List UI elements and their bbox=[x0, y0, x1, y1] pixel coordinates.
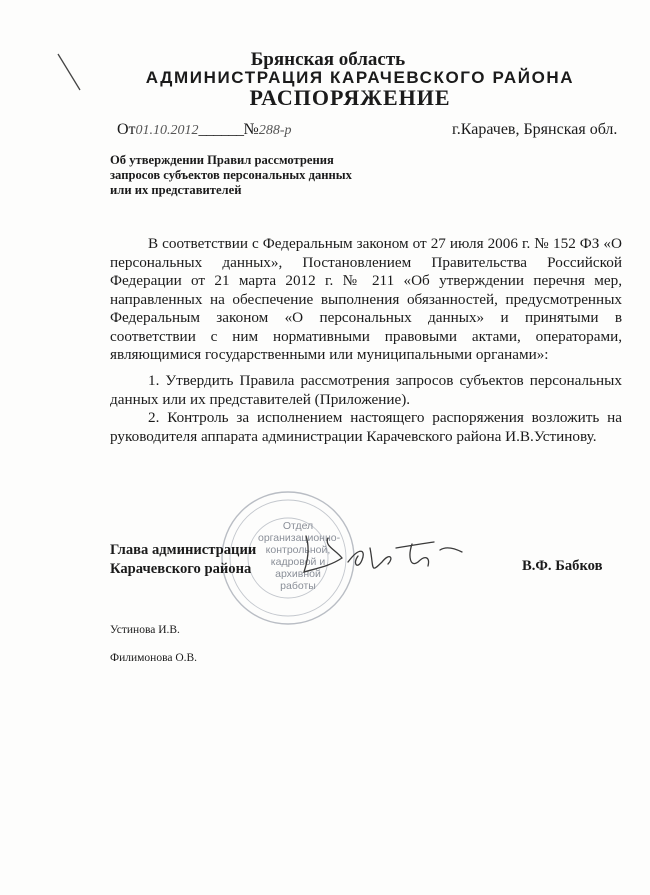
preamble-paragraph: В соответствии с Федеральным законом от 27 июля 2006 г. № 152 ФЗ «О персональных данных», Постановлением Правительства Российской Федерации от 21 марта 2012 г. № 211 «Об утверждении перечня мер, направленных на обеспечение выполнения обязанностей, предусмотренных Федеральным законом «О персональных данных» и принятыми в соответствии с ним нормативными правовыми актами, операторами, являющимися государственными или муниципальными органами»: bbox=[110, 235, 622, 363]
executor-2: Филимонова О.В. bbox=[110, 652, 198, 664]
from-label: От bbox=[117, 121, 136, 138]
handwritten-date: 01.10.2012 bbox=[135, 123, 199, 138]
margin-pen-mark bbox=[50, 48, 90, 98]
stamp-line: кадровой и bbox=[270, 556, 326, 568]
stamp-line: контрольной, bbox=[265, 544, 331, 556]
region-name: Брянская область bbox=[250, 49, 406, 70]
handwritten-number: 288-р bbox=[258, 123, 292, 138]
order-item-2: 2. Контроль за исполнением настоящего распоряжения возложить на руководителя аппарата администрации Карачевского района И.В.Устинову. bbox=[110, 409, 622, 445]
document-type: РАСПОРЯЖЕНИЕ bbox=[249, 85, 451, 110]
order-item-1: 1. Утвердить Правила рассмотрения запросов субъектов персональных данных или их представителей (Приложение). bbox=[110, 372, 622, 408]
date-number-line: От01.10.2012______№288-р bbox=[117, 121, 292, 138]
signatory-title-line: Карачевского района bbox=[110, 561, 252, 577]
signatory-name: В.Ф. Бабков bbox=[522, 558, 603, 574]
subject-line: Об утверждении Правил рассмотрения bbox=[110, 153, 334, 167]
stamp-line: организационно- bbox=[258, 532, 341, 544]
subject-line: запросов субъектов персональных данных bbox=[110, 168, 352, 182]
stamp-line: архивной работы bbox=[275, 568, 321, 592]
handwritten-signature bbox=[300, 528, 470, 588]
place-of-issue: г.Карачев, Брянская обл. bbox=[452, 121, 618, 138]
signatory-title bbox=[110, 541, 256, 579]
stamp-line: Отдел bbox=[282, 520, 314, 532]
administration-name: АДМИНИСТРАЦИЯ КАРАЧЕВСКОГО РАЙОНА bbox=[145, 68, 575, 87]
signatory-title-line: Глава администрации bbox=[110, 542, 257, 558]
executor-1: Устинова И.В. bbox=[110, 624, 180, 636]
number-label: № bbox=[243, 121, 259, 138]
subject-line: или их представителей bbox=[110, 183, 242, 197]
document-subject bbox=[110, 153, 410, 198]
